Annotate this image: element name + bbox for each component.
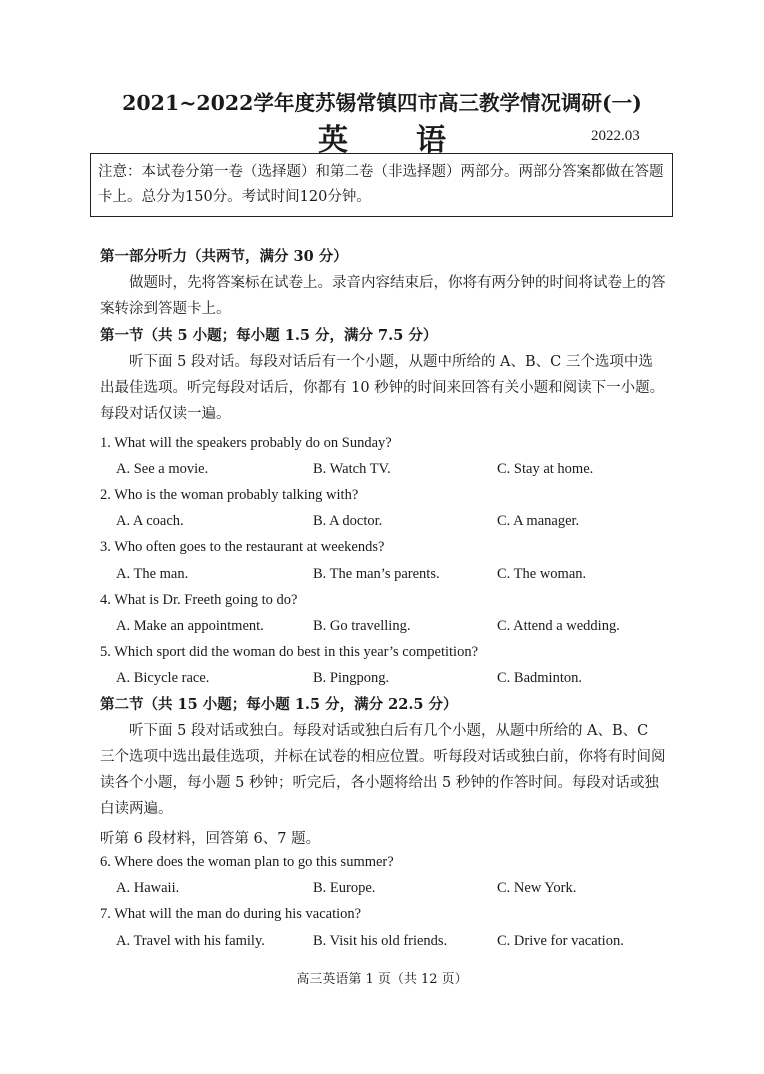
material-note: 听第 6 段材料，回答第 6、7 题。 [100, 831, 321, 847]
question-5: 5. Which sport did the woman do best in this year’s competition? [100, 644, 479, 660]
q3-option-a: A. The man. [116, 566, 189, 582]
question-6: 6. Where does the woman plan to go this summer? [100, 854, 394, 870]
question-2: 2. Who is the woman probably talking with? [100, 487, 359, 503]
q3-option-c: C. The woman. [497, 566, 587, 582]
q6-option-c: C. New York. [497, 880, 577, 896]
section2-intro: 听下面 5 段对话或独白。每段对话或独白后有几个小题，从题中所给的 A、B、C 三个选项中选出最佳选项，并标在试卷的相应位置。听每段对话或独白前，你将有时间阅读各个小题，每小题 5 秒钟；听完后，各小题将给出 5 秒钟的作答时间。每段对话或独白读两遍。 [100, 723, 666, 817]
q6-option-a: A. Hawaii. [116, 880, 180, 896]
section2-heading: 第二节（共 15 小题；每小题 1.5 分，满分 22.5 分） [100, 696, 458, 713]
exam-date: 2022.03 [591, 128, 640, 144]
part1-heading: 第一部分听力（共两节，满分 30 分） [100, 248, 348, 265]
q1-option-b: B. Watch TV. [313, 461, 391, 477]
q7-option-a: A. Travel with his family. [116, 933, 265, 949]
q1-option-c: C. Stay at home. [497, 461, 594, 477]
q5-option-c: C. Badminton. [497, 670, 582, 686]
subject-title: 英语 [318, 123, 514, 158]
q4-option-c: C. Attend a wedding. [497, 618, 620, 634]
q5-option-b: B. Pingpong. [313, 670, 390, 686]
q4-option-b: B. Go travelling. [313, 618, 411, 634]
q2-option-a: A. A coach. [116, 513, 184, 529]
q4-option-a: A. Make an appointment. [116, 618, 264, 634]
q5-option-a: A. Bicycle race. [116, 670, 210, 686]
question-7: 7. What will the man do during his vacation? [100, 906, 362, 922]
q7-option-b: B. Visit his old friends. [313, 933, 448, 949]
question-3: 3. Who often goes to the restaurant at weekends? [100, 539, 385, 555]
notice-box: 注意：本试卷分第一卷（选择题）和第二卷（非选择题）两部分。两部分答案都做在答题卡上。总分为150分。考试时间120分钟。 [90, 153, 673, 217]
question-1: 1. What will the speakers probably do on Sunday? [100, 435, 392, 451]
q1-option-a: A. See a movie. [116, 461, 209, 477]
section1-intro: 听下面 5 段对话。每段对话后有一个小题，从题中所给的 A、B、C 三个选项中选出最佳选项。听完每段对话后，你都有 10 秒钟的时间来回答有关小题和阅读下一小题。每段对话仅读一遍。 [100, 354, 665, 422]
q2-option-b: B. A doctor. [313, 513, 383, 529]
question-4: 4. What is Dr. Freeth going to do? [100, 592, 298, 608]
q3-option-b: B. The man’s parents. [313, 566, 440, 582]
exam-title: 2021~2022学年度苏锡常镇四市高三教学情况调研(一) [122, 91, 642, 115]
q6-option-b: B. Europe. [313, 880, 376, 896]
q7-option-c: C. Drive for vacation. [497, 933, 624, 949]
page-footer: 高三英语第 1 页（共 12 页） [296, 972, 468, 987]
part1-intro: 做题时，先将答案标在试卷上。录音内容结束后，你将有两分钟的时间将试卷上的答案转涂到答题卡上。 [100, 275, 666, 317]
section1-heading: 第一节（共 5 小题；每小题 1.5 分，满分 7.5 分） [100, 327, 438, 344]
q2-option-c: C. A manager. [497, 513, 580, 529]
